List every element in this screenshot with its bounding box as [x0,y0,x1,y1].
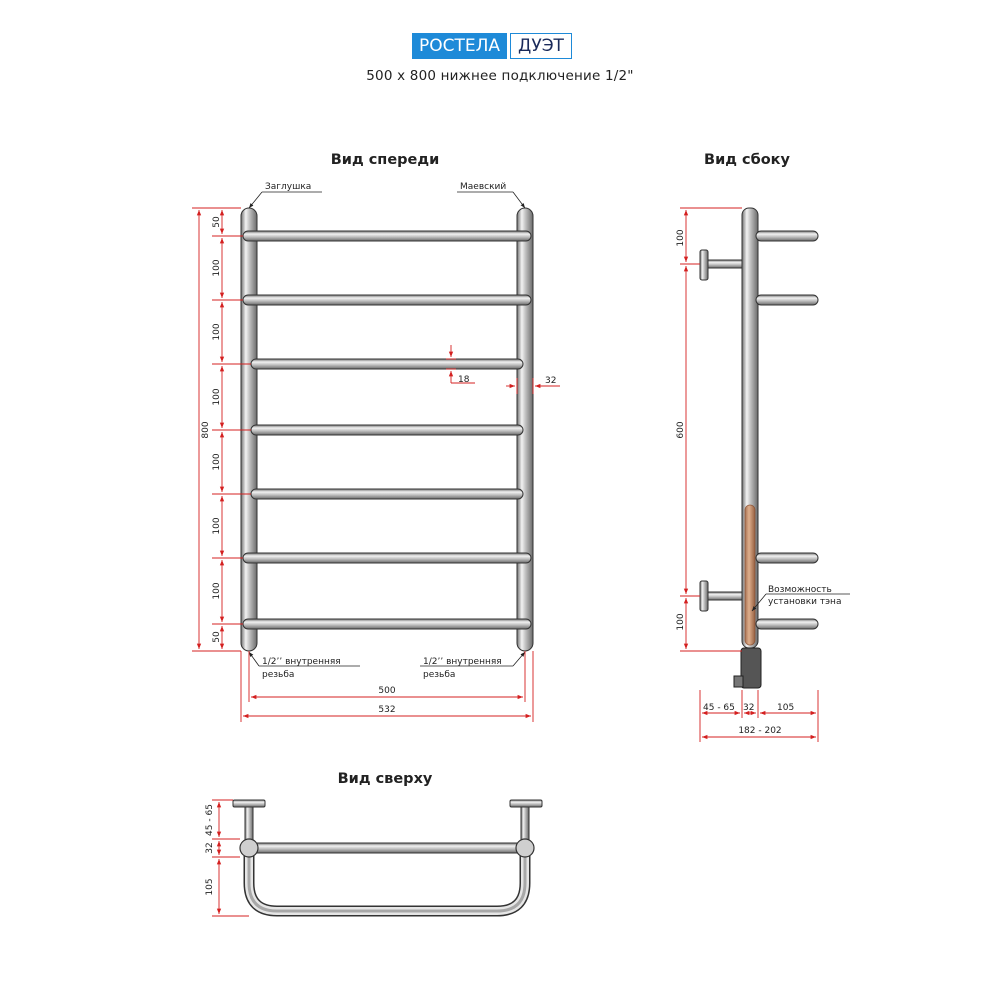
side-rung [756,295,818,305]
top-right-riser [516,839,534,857]
side-rungs [756,231,818,629]
side-dim-top: 100 [676,229,686,247]
side-rung [756,553,818,563]
side-dim-rung: 105 [777,703,795,713]
side-dim-middle: 600 [676,421,686,439]
top-dim-riser: 32 [205,842,215,854]
heater-element [745,505,755,645]
label-thread-right: 1/2’’ внутренняя [423,657,502,667]
top-dim-wall: 45 - 65 [205,804,215,836]
segment-dim: 50 [212,631,222,643]
segment-labels [212,216,222,643]
rung [243,231,531,241]
side-view-title: Вид сбоку [704,152,790,168]
label-plug: Заглушка [265,182,312,192]
label-thread-left: 1/2’’ внутренняя [262,657,341,667]
top-dim-rung: 105 [205,878,215,896]
dim-total-width: 532 [378,705,396,715]
dim-total-height: 800 [201,421,211,439]
brand-model: ДУЭТ [510,33,572,59]
rung [251,489,523,499]
dim-riser-diameter: 32 [545,376,557,386]
segment-dim: 100 [212,388,222,406]
brand-name: РОСТЕЛА [412,33,507,59]
dim-rung-diameter: 18 [458,375,470,385]
front-rungs [243,231,531,629]
heater-label: Возможность [768,585,832,595]
top-wall-flanges [233,800,542,842]
side-dim-riser: 32 [743,703,755,713]
rung [243,295,531,305]
side-dim-total-depth: 182 - 202 [738,726,782,736]
segment-dim: 50 [212,216,222,228]
rung [243,619,531,629]
heater-label-2: установки тэна [768,597,842,607]
top-left-riser [240,839,258,857]
side-rung [756,619,818,629]
segment-dim: 100 [212,582,222,600]
front-view-title: Вид спереди [330,152,440,168]
side-dim-bottom: 100 [676,613,686,631]
label-air-valve: Маевский [460,182,507,192]
label-thread-right-2: резьба [423,670,456,680]
dim-center-width: 500 [378,686,396,696]
top-view-title: Вид сверху [337,771,433,787]
label-thread-left-2: резьба [262,670,295,680]
rung [243,553,531,563]
segment-dim: 100 [212,323,222,341]
segment-dim: 100 [212,259,222,277]
segment-dim: 100 [212,517,222,535]
rung [251,359,523,369]
segment-dim: 100 [212,453,222,471]
top-u-rung [249,848,525,911]
rung [251,425,523,435]
side-dim-wall: 45 - 65 [703,703,735,713]
top-straight-rung [249,843,525,853]
side-rung [756,231,818,241]
product-subtitle: 500 x 800 нижнее подключение 1/2" [366,68,634,84]
side-wall-brackets [700,250,742,611]
heater-connector [734,648,761,688]
